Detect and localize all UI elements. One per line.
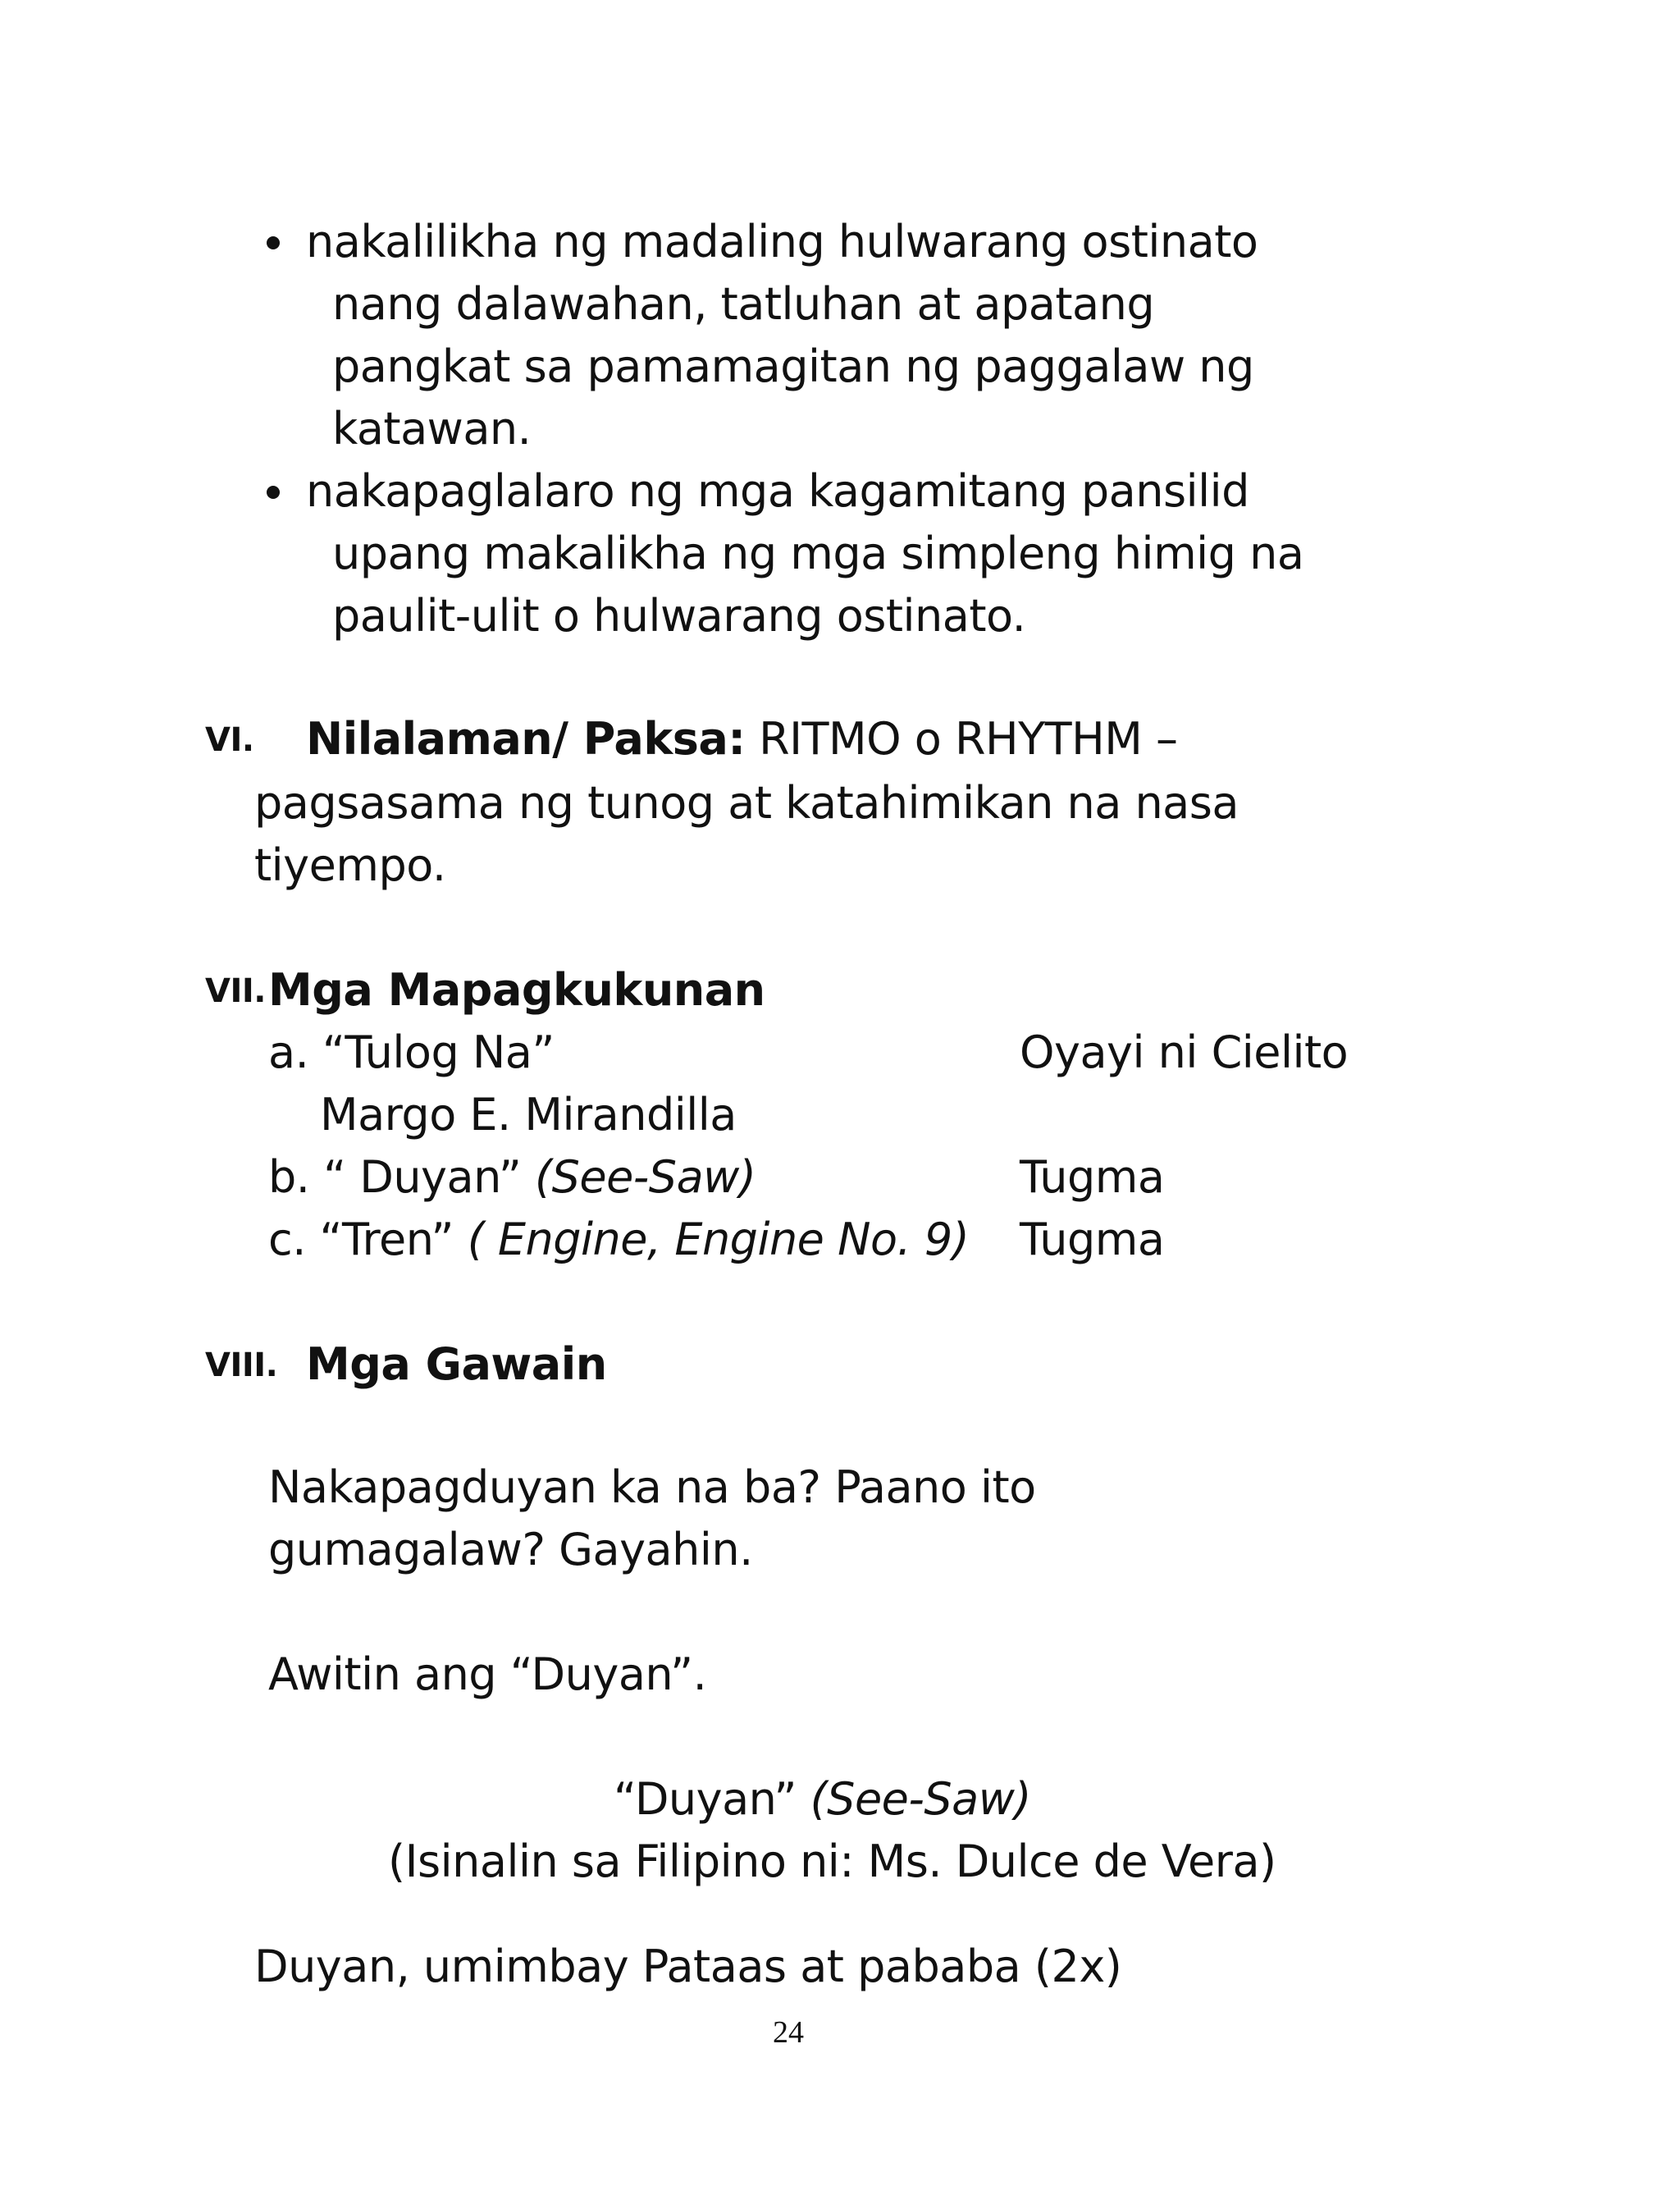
bullet-2-line-2: upang makalikha ng mga simpleng himig na bbox=[332, 528, 1304, 579]
bullet-2-line-1: nakapaglalaro ng mga kagamitang pansilid bbox=[306, 465, 1249, 517]
section-vi-line-2: pagsasama ng tunog at katahimikan na nasa bbox=[254, 777, 1239, 829]
resource-a-author: Margo E. Mirandilla bbox=[320, 1089, 737, 1141]
bullet-2-line-3: paulit-ulit o hulwarang ostinato. bbox=[332, 590, 1026, 642]
bullet-1-line-2: nang dalawahan, tatluhan at apatang bbox=[332, 278, 1155, 330]
song-first-line: Duyan, umimbay Pataas at pababa (2x) bbox=[254, 1941, 1122, 1992]
section-viii-numeral: VIII. bbox=[205, 1346, 278, 1384]
resource-b-type: Tugma bbox=[1020, 1151, 1165, 1203]
section-vii-heading: Mga Mapagkukunan bbox=[268, 964, 765, 1016]
resource-c-title: c. “Tren” bbox=[268, 1214, 468, 1265]
page-number: 24 bbox=[773, 2015, 804, 2050]
section-vi-numeral: VI. bbox=[205, 721, 254, 759]
section-viii-heading: Mga Gawain bbox=[306, 1338, 607, 1390]
activity-paragraph-line-1: Nakapagduyan ka na ba? Paano ito bbox=[268, 1461, 1036, 1513]
resource-b-title: b. “ Duyan” bbox=[268, 1151, 536, 1203]
resource-b-subtitle: (See-Saw) bbox=[535, 1151, 756, 1203]
bullet-1-line-4: katawan. bbox=[332, 403, 532, 455]
song-title bbox=[614, 1773, 1031, 1825]
section-vi-heading: Nilalaman/ Paksa: bbox=[306, 713, 746, 765]
activity-paragraph-line-2: gumagalaw? Gayahin. bbox=[268, 1524, 753, 1575]
resource-a-label: a. “Tulog Na” bbox=[268, 1026, 555, 1078]
bullet-1-line-3: pangkat sa pamamagitan ng paggalaw ng bbox=[332, 341, 1254, 392]
resource-c-subtitle: ( Engine, Engine No. 9) bbox=[467, 1214, 970, 1265]
song-translator: (Isinalin sa Filipino ni: Ms. Dulce de Vera) bbox=[388, 1836, 1276, 1887]
activity-instruction: Awitin ang “Duyan”. bbox=[268, 1648, 707, 1700]
section-vii-numeral: VII. bbox=[205, 972, 266, 1010]
bullet-icon bbox=[267, 236, 280, 249]
bullet-icon bbox=[267, 486, 280, 499]
resource-c-type: Tugma bbox=[1020, 1214, 1165, 1265]
resource-b-label bbox=[268, 1151, 756, 1203]
resource-a-type: Oyayi ni Cielito bbox=[1020, 1026, 1349, 1078]
song-title-text: “Duyan” bbox=[614, 1773, 810, 1825]
song-title-subtitle: (See-Saw) bbox=[810, 1773, 1031, 1825]
section-vi-first-line bbox=[306, 713, 1178, 765]
resource-c-label bbox=[268, 1214, 970, 1265]
bullet-1-line-1: nakalilikha ng madaling hulwarang ostinato bbox=[306, 216, 1258, 267]
section-vi-topic: RITMO o RHYTHM – bbox=[745, 713, 1178, 765]
section-vi-line-3: tiyempo. bbox=[254, 839, 446, 891]
